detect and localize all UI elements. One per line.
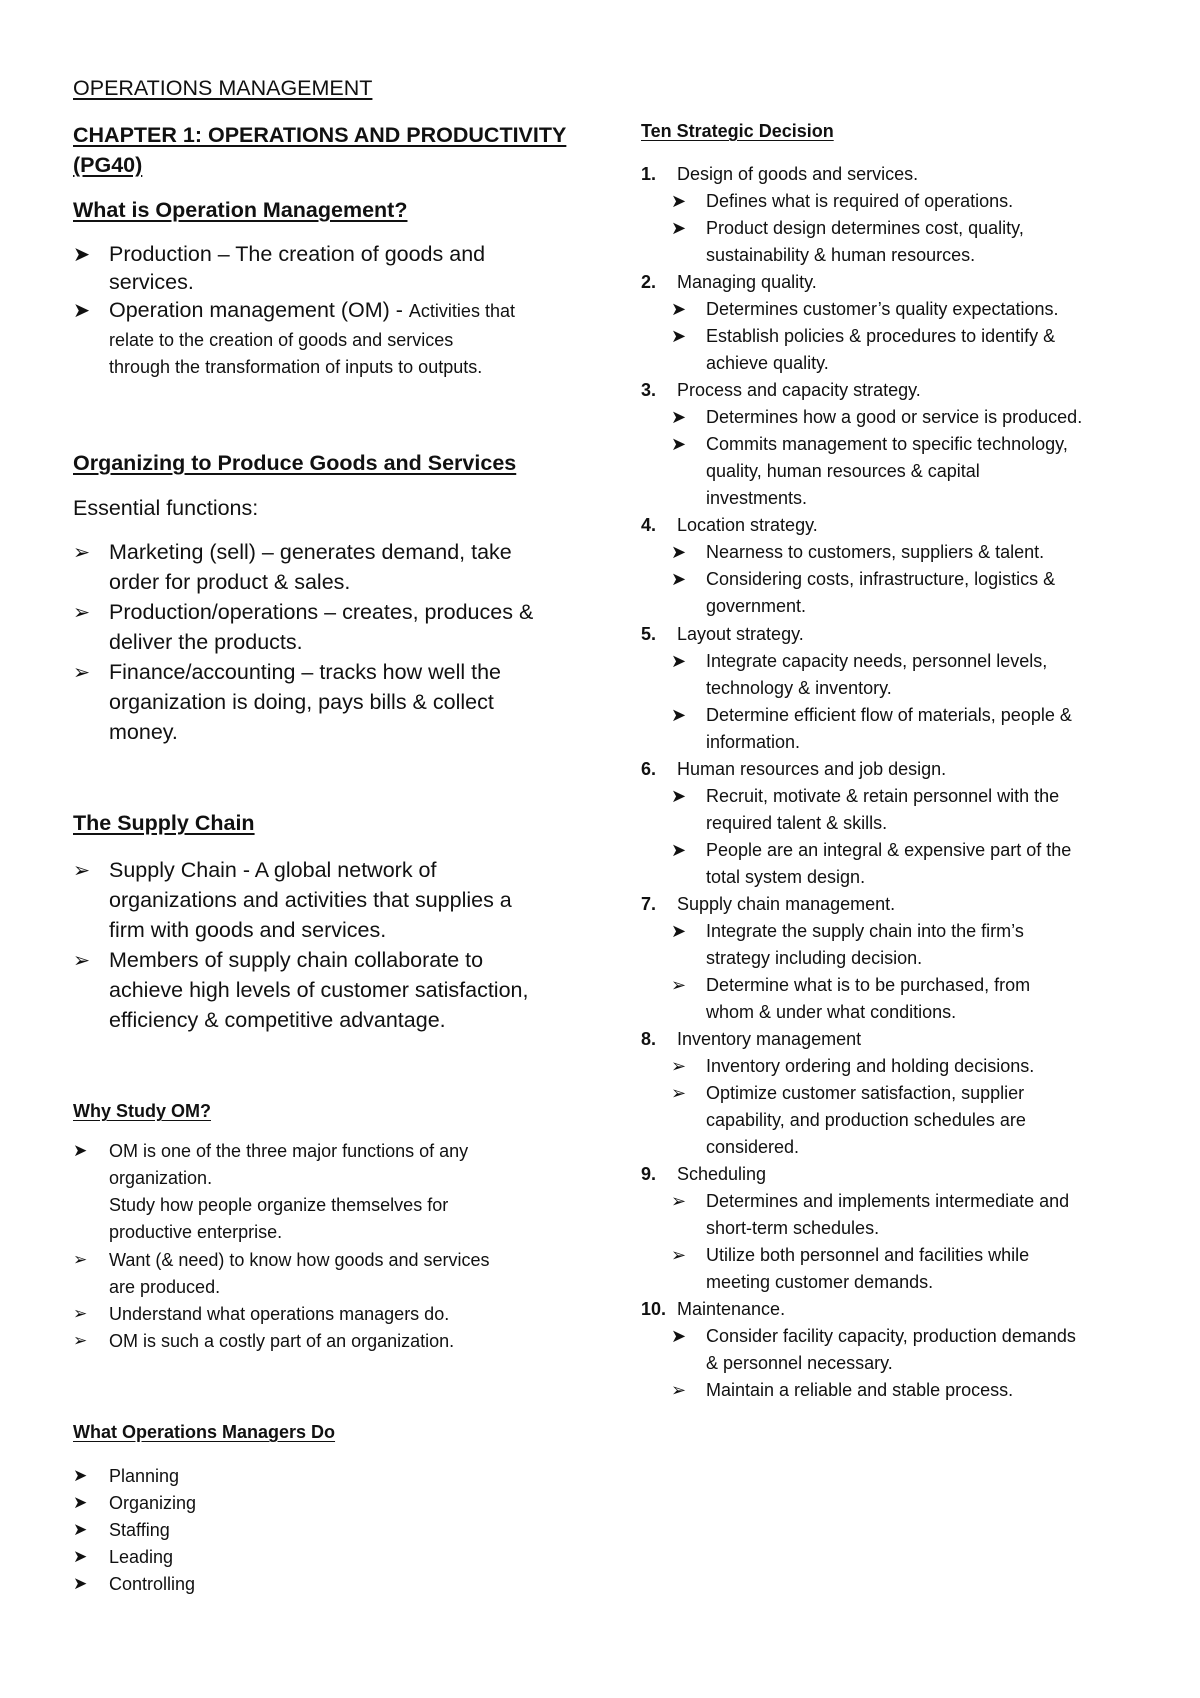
- bullet-text: through the transformation of inputs to outputs.: [109, 357, 483, 377]
- arrowhead-outline-bullet-icon: ➢: [73, 542, 91, 564]
- arrowhead-outline-bullet-icon: ➢: [671, 1380, 687, 1400]
- decision-number: 7.: [641, 894, 657, 914]
- arrowhead-bullet-icon: ➤: [671, 191, 687, 211]
- arrowhead-outline-bullet-icon: ➢: [671, 1056, 687, 1076]
- decision-subpoint: People are an integral & expensive part of the: [706, 840, 1072, 860]
- section-heading-supply-chain: The Supply Chain: [73, 811, 255, 835]
- document-title: OPERATIONS MANAGEMENT: [73, 76, 373, 100]
- arrowhead-bullet-icon: ➤: [671, 569, 687, 589]
- decision-subpoint: Inventory ordering and holding decisions.: [706, 1056, 1035, 1076]
- decision-subpoint: considered.: [706, 1137, 800, 1157]
- bullet-text: services.: [109, 270, 194, 294]
- section-heading-why-study-om: Why Study OM?: [73, 1101, 211, 1121]
- decision-subpoint: capability, and production schedules are: [706, 1110, 1026, 1130]
- bullet-text: organization is doing, pays bills & collect: [109, 690, 494, 714]
- arrowhead-bullet-icon: ➤: [671, 218, 687, 238]
- decision-title: Location strategy.: [677, 515, 818, 535]
- decision-subpoint: achieve quality.: [706, 353, 829, 373]
- arrowhead-outline-bullet-icon: ➢: [73, 860, 91, 882]
- bullet-text: Marketing (sell) – generates demand, take: [109, 540, 512, 564]
- bullet-text: OM is one of the three major functions of any: [109, 1141, 469, 1161]
- bullet-text: efficiency & competitive advantage.: [109, 1008, 446, 1032]
- arrowhead-outline-bullet-icon: ➢: [671, 1191, 687, 1211]
- bullet-text: Supply Chain - A global network of: [109, 858, 437, 882]
- arrowhead-outline-bullet-icon: ➢: [671, 975, 687, 995]
- arrowhead-bullet-icon: ➤: [671, 542, 687, 562]
- decision-subpoint: total system design.: [706, 867, 866, 887]
- bullet-text: Want (& need) to know how goods and services: [109, 1250, 490, 1270]
- decision-title: Layout strategy.: [677, 624, 804, 644]
- decision-number: 9.: [641, 1164, 657, 1184]
- decision-number: 4.: [641, 515, 657, 535]
- arrowhead-outline-bullet-icon: ➢: [73, 950, 91, 972]
- decision-subpoint: quality, human resources & capital: [706, 461, 980, 481]
- decision-subpoint: Integrate the supply chain into the firm’s: [706, 921, 1024, 941]
- bullet-tail: Activities that: [408, 301, 515, 321]
- bullet-text: order for product & sales.: [109, 570, 351, 594]
- arrowhead-outline-bullet-icon: ➢: [671, 1083, 687, 1103]
- arrowhead-bullet-icon: ➤: [671, 705, 687, 725]
- bullet-text: organization.: [109, 1168, 213, 1188]
- decision-title: Human resources and job design.: [677, 759, 947, 779]
- decision-number: 6.: [641, 759, 657, 779]
- bullet-text: achieve high levels of customer satisfaction,: [109, 978, 529, 1002]
- arrowhead-outline-bullet-icon: ➢: [671, 1245, 687, 1265]
- decision-subpoint: Determines how a good or service is produced.: [706, 407, 1083, 427]
- decision-subpoint: Maintain a reliable and stable process.: [706, 1380, 1014, 1400]
- list-item-text: Leading: [109, 1547, 174, 1567]
- decision-number: 10.: [641, 1299, 667, 1319]
- decision-subpoint: Recruit, motivate & retain personnel with the: [706, 786, 1060, 806]
- arrowhead-outline-bullet-icon: ➢: [73, 662, 91, 684]
- decision-number: 5.: [641, 624, 657, 644]
- section-heading-managers-do: What Operations Managers Do: [73, 1422, 336, 1442]
- bullet-text: Finance/accounting – tracks how well the: [109, 660, 501, 684]
- bullet-text: deliver the products.: [109, 630, 303, 654]
- decision-subpoint: Optimize customer satisfaction, supplier: [706, 1083, 1025, 1103]
- bullet-text: Production/operations – creates, produces &: [109, 600, 534, 624]
- arrowhead-bullet-icon: ➤: [73, 1493, 88, 1512]
- decision-subpoint: Determines customer’s quality expectations.: [706, 299, 1059, 319]
- decision-subpoint: required talent & skills.: [706, 813, 888, 833]
- bullet-text: firm with goods and services.: [109, 918, 387, 942]
- decision-subpoint: Determines and implements intermediate and: [706, 1191, 1070, 1211]
- decision-title: Supply chain management.: [677, 894, 896, 914]
- decision-title: Scheduling: [677, 1164, 767, 1184]
- arrowhead-bullet-icon: ➤: [73, 300, 91, 322]
- bullet-text: [109, 298, 515, 323]
- decision-subpoint: Consider facility capacity, production demands: [706, 1326, 1076, 1346]
- decision-subpoint: short-term schedules.: [706, 1218, 880, 1238]
- bullet-text: relate to the creation of goods and services: [109, 330, 454, 350]
- arrowhead-bullet-icon: ➤: [73, 1547, 88, 1566]
- decision-subpoint: technology & inventory.: [706, 678, 892, 698]
- decision-subpoint: Considering costs, infrastructure, logistics &: [706, 569, 1056, 589]
- arrowhead-bullet-icon: ➤: [671, 326, 687, 346]
- decision-title: Managing quality.: [677, 272, 817, 292]
- arrowhead-bullet-icon: ➤: [671, 840, 687, 860]
- arrowhead-bullet-icon: ➤: [671, 1326, 687, 1346]
- decision-subpoint: investments.: [706, 488, 808, 508]
- decision-subpoint: Utilize both personnel and facilities while: [706, 1245, 1030, 1265]
- arrowhead-bullet-icon: ➤: [671, 299, 687, 319]
- bullet-text: are produced.: [109, 1277, 221, 1297]
- chapter-title-line1: CHAPTER 1: OPERATIONS AND PRODUCTIVITY: [73, 123, 567, 147]
- list-item-text: Staffing: [109, 1520, 170, 1540]
- decision-subpoint: Determine what is to be purchased, from: [706, 975, 1031, 995]
- decision-number: 2.: [641, 272, 657, 292]
- decision-subpoint: information.: [706, 732, 801, 752]
- bullet-text: Study how people organize themselves for: [109, 1195, 449, 1215]
- bullet-lead: Operation management (OM) -: [109, 298, 409, 322]
- decision-title: Inventory management: [677, 1029, 862, 1049]
- decision-subpoint: meeting customer demands.: [706, 1272, 934, 1292]
- decision-subpoint: government.: [706, 596, 807, 616]
- decision-subpoint: & personnel necessary.: [706, 1353, 893, 1373]
- list-item-text: Planning: [109, 1466, 180, 1486]
- arrowhead-outline-bullet-icon: ➢: [73, 602, 91, 624]
- arrowhead-bullet-icon: ➤: [671, 434, 687, 454]
- essential-functions-label: Essential functions:: [73, 496, 259, 520]
- arrowhead-bullet-icon: ➤: [671, 786, 687, 806]
- arrowhead-bullet-icon: ➤: [671, 921, 687, 941]
- decision-subpoint: Nearness to customers, suppliers & talent.: [706, 542, 1045, 562]
- decision-title: Process and capacity strategy.: [677, 380, 921, 400]
- arrowhead-bullet-icon: ➤: [73, 1141, 88, 1160]
- section-heading-what-is-om: What is Operation Management?: [73, 198, 408, 222]
- decision-title: Maintenance.: [677, 1299, 786, 1319]
- list-item-text: Controlling: [109, 1574, 196, 1594]
- arrowhead-bullet-icon: ➤: [73, 244, 91, 266]
- bullet-text: organizations and activities that supplies a: [109, 888, 512, 912]
- bullet-text: Members of supply chain collaborate to: [109, 948, 484, 972]
- decision-subpoint: Product design determines cost, quality,: [706, 218, 1024, 238]
- decision-number: 1.: [641, 164, 657, 184]
- decision-title: Design of goods and services.: [677, 164, 919, 184]
- arrowhead-outline-bullet-icon: ➢: [73, 1304, 88, 1323]
- bullet-text: Production – The creation of goods and: [109, 242, 486, 266]
- decision-subpoint: Commits management to specific technology,: [706, 434, 1068, 454]
- decision-subpoint: Determine efficient flow of materials, people &: [706, 705, 1072, 725]
- decision-subpoint: Integrate capacity needs, personnel levels,: [706, 651, 1048, 671]
- arrowhead-bullet-icon: ➤: [73, 1520, 88, 1539]
- decision-subpoint: strategy including decision.: [706, 948, 923, 968]
- arrowhead-bullet-icon: ➤: [73, 1466, 88, 1485]
- decision-subpoint: sustainability & human resources.: [706, 245, 976, 265]
- chapter-title-line2: (PG40): [73, 153, 143, 177]
- decision-subpoint: Defines what is required of operations.: [706, 191, 1014, 211]
- arrowhead-outline-bullet-icon: ➢: [73, 1250, 88, 1269]
- bullet-text: OM is such a costly part of an organization.: [109, 1331, 455, 1351]
- arrowhead-bullet-icon: ➤: [671, 651, 687, 671]
- arrowhead-bullet-icon: ➤: [671, 407, 687, 427]
- list-item-text: Organizing: [109, 1493, 197, 1513]
- bullet-text: Understand what operations managers do.: [109, 1304, 450, 1324]
- decision-number: 8.: [641, 1029, 657, 1049]
- decision-number: 3.: [641, 380, 657, 400]
- arrowhead-bullet-icon: ➤: [73, 1574, 88, 1593]
- decision-subpoint: whom & under what conditions.: [706, 1002, 957, 1022]
- arrowhead-outline-bullet-icon: ➢: [73, 1331, 88, 1350]
- section-heading-organizing: Organizing to Produce Goods and Services: [73, 451, 517, 475]
- bullet-text: productive enterprise.: [109, 1222, 283, 1242]
- section-heading-ten-decisions: Ten Strategic Decision: [641, 121, 834, 141]
- bullet-text: money.: [109, 720, 178, 744]
- decision-subpoint: Establish policies & procedures to identify &: [706, 326, 1056, 346]
